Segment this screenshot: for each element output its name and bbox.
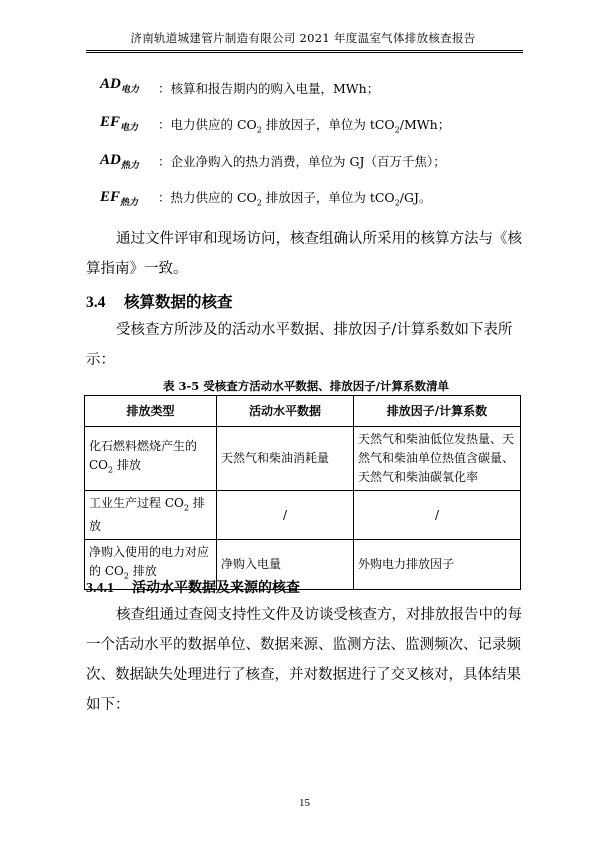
- section-heading-3-4-1: 3.4.1 活动水平数据及来源的核查: [86, 580, 300, 596]
- table-header-cell: 排放因子/计算系数: [354, 396, 521, 427]
- paragraph-activity-check: 核查组通过查阅支持性文件及访谈受核查方，对排放报告中的每 一个活动水平的数据单位、数据来源、监测方法、监测频次、记录频 次、数据缺失处理进行了核查，并对数据进行了交叉核对，具体结果 如下：: [86, 607, 522, 713]
- var-subscript: 热力: [120, 160, 139, 170]
- var-ad-heat: [100, 152, 160, 171]
- var-symbol: EF: [100, 114, 121, 130]
- table-caption: 表 3-5 受核查方活动水平数据、排放因子/计算系数清单: [163, 379, 449, 393]
- var-ad-electric: [100, 76, 160, 95]
- var-desc: ：核算和报告期内的购入电量，MWh；: [158, 81, 380, 96]
- page-header: 济南轨道城建管片制造有限公司 2021 年度温室气体排放核查报告: [130, 31, 476, 45]
- table-cell-activity: 天然气和柴油消耗量: [217, 427, 354, 491]
- var-desc: ：企业净购入的热力消费，单位为 GJ（百万千焦）；: [158, 154, 446, 169]
- table-cell-factor: 天然气和柴油低位发热量、天然气和柴油单位热值含碳量、天然气和柴油碳氧化率: [354, 427, 521, 491]
- table-cell-type: 工业生产过程 $CO_2$ 排放: [85, 491, 217, 540]
- table-header-cell: 活动水平数据: [217, 396, 354, 427]
- table-row: [85, 427, 521, 491]
- header-rule-thin: [86, 52, 523, 53]
- var-desc: ：热力供应的 $CO_2$ 排放因子，单位为 tCO$_2$/GJ。: [158, 190, 432, 208]
- var-ef-electric: [100, 114, 160, 133]
- var-ef-heat: [100, 189, 160, 208]
- var-symbol: AD: [100, 76, 121, 92]
- table-cell-activity: 净购入电量: [217, 540, 354, 589]
- table-header-cell: 排放类型: [85, 396, 217, 427]
- table-cell-type: 净购入使用的电力对应的 $CO_2$ 排放: [85, 540, 217, 589]
- var-subscript: 电力: [120, 84, 139, 94]
- activity-data-table: [84, 395, 521, 590]
- table-header-row: [85, 396, 521, 427]
- var-subscript: 电力: [120, 122, 139, 132]
- section-heading-3-4: 3.4 核算数据的核查: [86, 292, 233, 311]
- table-cell-type: 化石燃料燃烧产生的 $CO_2$ 排放: [85, 427, 217, 491]
- var-subscript: 热力: [120, 197, 139, 207]
- paragraph-method: 通过文件评审和现场访问，核查组确认所采用的核算方法与《核 算指南》一致。: [86, 231, 522, 277]
- table-row: [85, 491, 521, 540]
- var-symbol: EF: [100, 189, 121, 205]
- paragraph-table-intro: 受核查方所涉及的活动水平数据、排放因子/计算系数如下表所 示：: [86, 322, 513, 368]
- var-symbol: AD: [100, 152, 121, 168]
- table-cell-activity: /: [217, 491, 354, 540]
- table-cell-factor: /: [354, 491, 521, 540]
- header-rule: [86, 50, 523, 51]
- var-desc: ：电力供应的 $CO_2$ 排放因子，单位为 tCO$_2$/MWh；: [158, 117, 451, 135]
- table-cell-factor: 外购电力排放因子: [354, 540, 521, 589]
- page-number: 15: [299, 797, 310, 809]
